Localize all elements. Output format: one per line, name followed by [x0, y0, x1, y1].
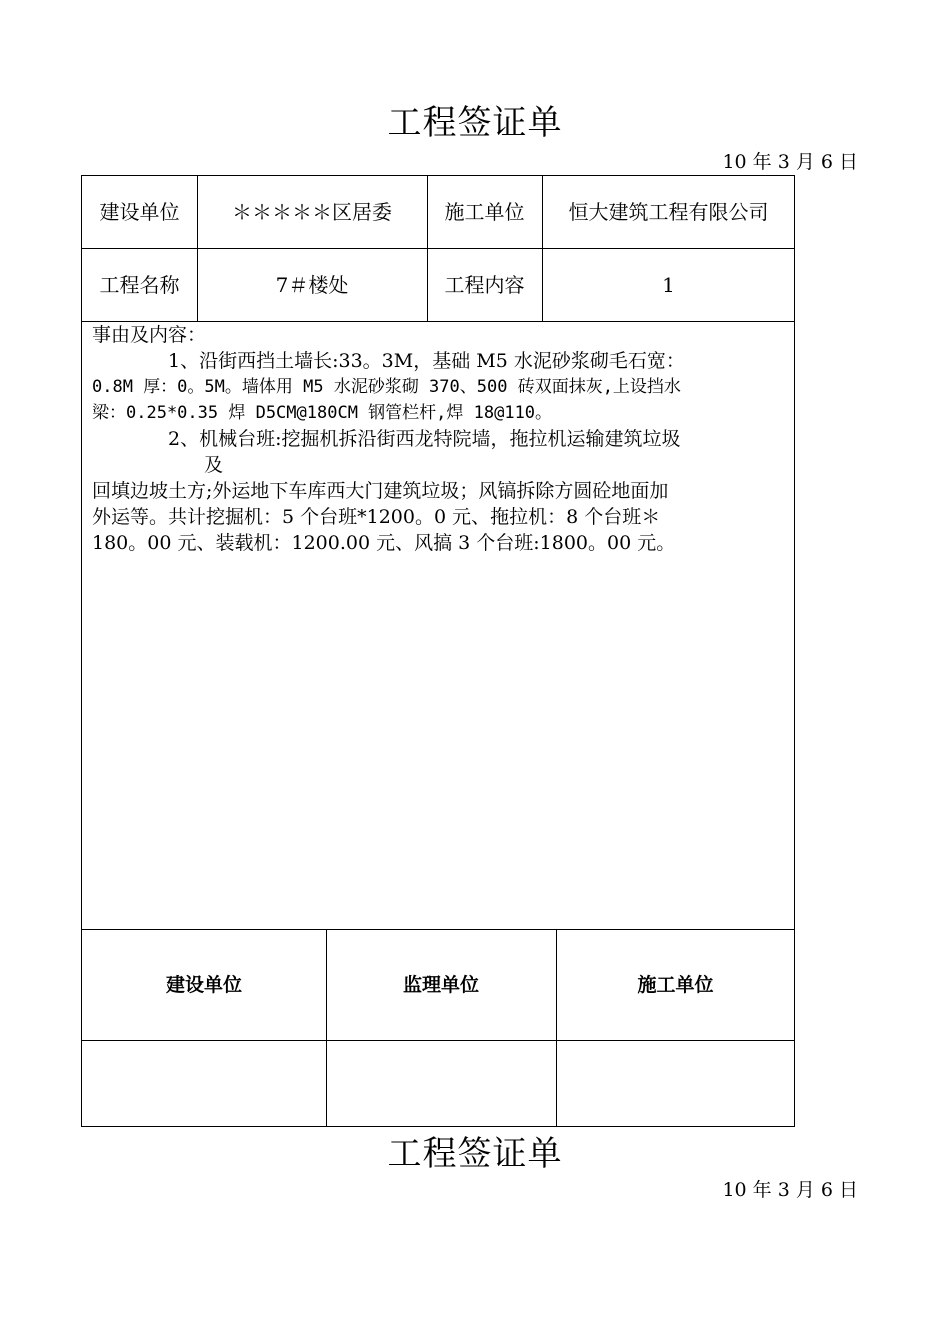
visa-form — [81, 175, 795, 1127]
content-paragraph: 2、机械台班:挖掘机拆沿街西龙特院墙，拖拉机运输建筑垃圾 — [168, 428, 681, 450]
construction-unit-label: 建设单位 — [99, 200, 180, 224]
project-name-label: 工程名称 — [99, 272, 180, 297]
signature-box-contractor — [556, 1040, 795, 1126]
content-paragraph: 及 — [204, 454, 224, 476]
document-date: 10 年 3 月 6 日 — [722, 151, 858, 173]
content-paragraph: 外运等。共计挖掘机：5 个台班*1200。0 元、拖拉机：8 个台班＊ — [92, 506, 661, 528]
content-section — [82, 322, 795, 928]
content-paragraph: 回填边坡土方;外运地下车库西大门建筑垃圾；风镐拆除方圆砼地面加 — [92, 480, 669, 502]
content-heading: 事由及内容： — [92, 324, 207, 346]
content-paragraph: 梁：0.25*0.35 焊 D5CM@180CM 钢管栏杆,焊 18@110。 — [92, 403, 553, 423]
contractor-value: 恒大建筑工程有限公司 — [568, 200, 769, 224]
project-content-label: 工程内容 — [444, 272, 525, 297]
content-text — [92, 322, 788, 556]
signature-box-supervision-unit — [326, 1040, 556, 1126]
signature-supervision-unit: 监理单位 — [402, 973, 479, 996]
document-date-repeat: 10 年 3 月 6 日 — [722, 1179, 858, 1201]
signature-box-construction-unit — [82, 1040, 326, 1126]
document-title-repeat: 工程签证单 — [387, 1134, 563, 1174]
construction-unit-value: ＊＊＊＊＊区居委 — [232, 200, 392, 224]
signature-contractor: 施工单位 — [637, 973, 714, 996]
contractor-label: 施工单位 — [444, 200, 525, 224]
content-paragraph: 1、沿街西挡土墙长:33。3M，基础 M5 水泥砂浆砌毛石宽： — [168, 350, 685, 372]
content-paragraph: 0.8M 厚：0。5M。墙体用 M5 水泥砂浆砌 370、500 砖双面抹灰,上设挡水 — [92, 377, 681, 397]
document-title: 工程签证单 — [387, 103, 563, 143]
content-paragraph: 180。00 元、装载机：1200.00 元、风搞 3 个台班:1800。00 元。 — [92, 532, 676, 554]
project-content-value: 1 — [662, 272, 675, 297]
signature-construction-unit: 建设单位 — [165, 973, 242, 996]
project-name-value: 7＃楼处 — [275, 272, 349, 297]
